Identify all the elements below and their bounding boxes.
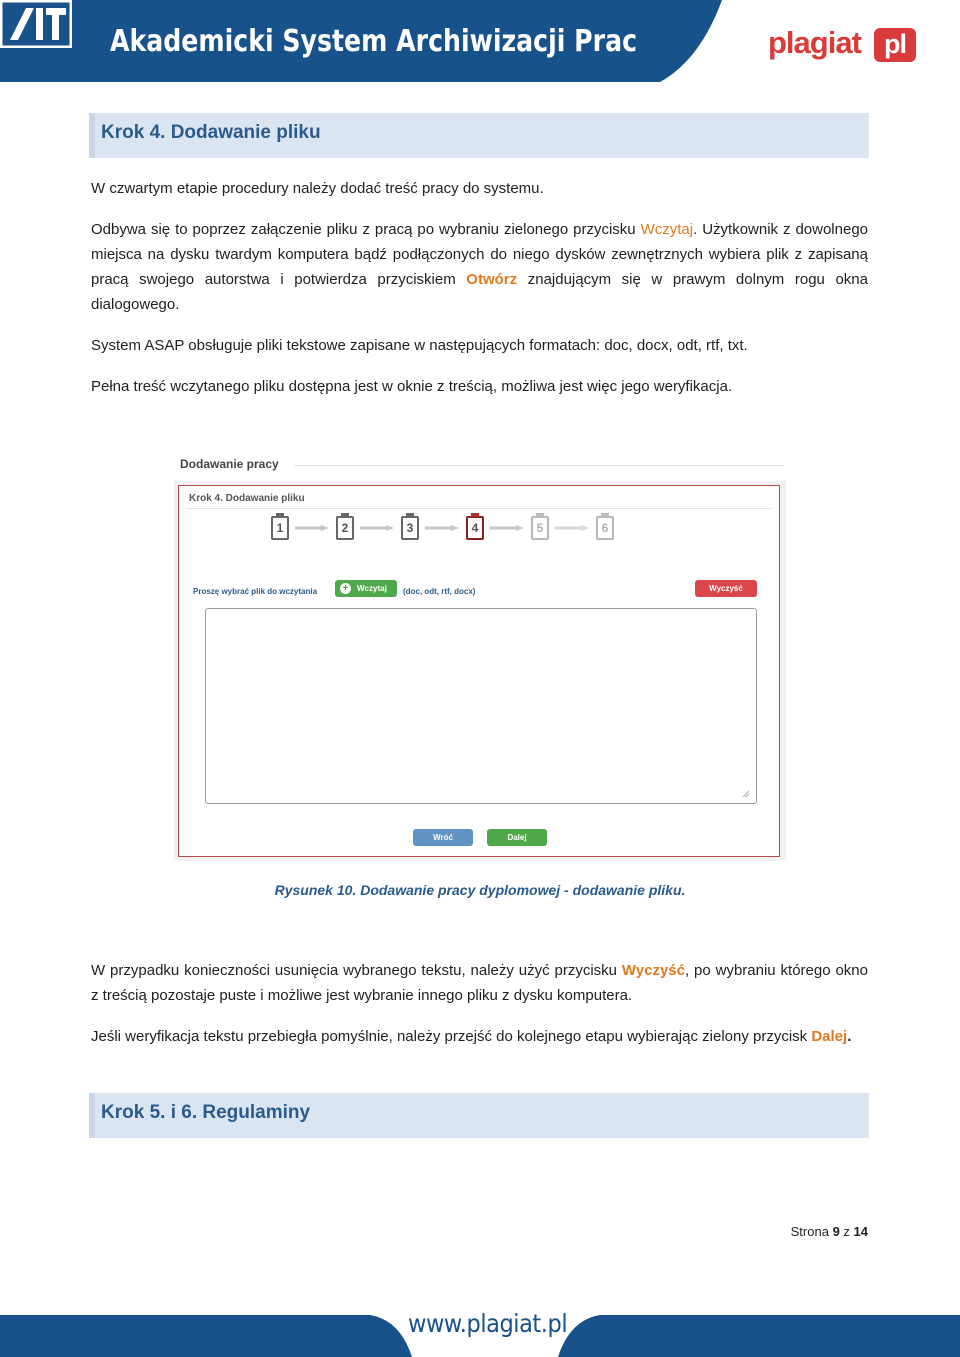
step-3-icon: 3 (401, 516, 419, 540)
step-1-icon: 1 (271, 516, 289, 540)
step-indicator (271, 516, 631, 546)
header-banner (0, 0, 960, 82)
arrow-right-icon (295, 525, 329, 531)
page-prefix: Strona (790, 1224, 833, 1239)
footer-url[interactable]: www.plagiat.pl (408, 1309, 568, 1338)
content-textarea[interactable] (205, 608, 757, 804)
section-title: Krok 5. i 6. Regulaminy (101, 1102, 311, 1123)
figure-window-title: Dodawanie pracy (180, 457, 279, 471)
system-title: Akademicki System Archiwizacji Prac (110, 24, 638, 59)
paragraph-clear-instructions (91, 958, 868, 1008)
text-segment: Jeśli weryfikacja tekstu przebiegła pomyślnie, należy przejść do kolejnego etapu wybierając zielony przycisk (91, 1028, 812, 1045)
page-separator: z (839, 1224, 854, 1239)
figure-frame (174, 481, 786, 861)
page-total: 14 (853, 1224, 868, 1239)
text-segment: znajdującym się w prawym dolnym rogu okna dialogowego. (91, 271, 868, 313)
resize-grip-icon[interactable] (742, 790, 750, 798)
back-button[interactable]: Wróć (413, 829, 473, 846)
text-segment: . (847, 1028, 852, 1045)
figure-step-divider (187, 508, 771, 509)
page-current: 9 (832, 1224, 840, 1239)
paragraph-formats: System ASAP obsługuje pliki tekstowe zapisane w następujących formatach: doc, docx, odt, rtf, txt. (91, 337, 748, 354)
paragraph-verification: Pełna treść wczytanego pliku dostępna jest w oknie z treścią, możliwa jest więc jego weryfikacja. (91, 378, 733, 395)
figure-title-divider (294, 465, 784, 466)
plagiat-logo-badge: pl (874, 28, 916, 62)
section-header-step5-6 (89, 1093, 869, 1138)
text-segment: Odbywa się to poprzez załączenie pliku z pracą po wybraniu zielonego przycisku (91, 221, 641, 238)
step-2-icon: 2 (336, 516, 354, 540)
load-file-button[interactable] (335, 580, 397, 597)
paragraph-next-step (91, 1024, 868, 1049)
otworz-highlight: Otwórz (466, 271, 518, 288)
wyczysc-highlight: Wyczyść (621, 962, 685, 979)
arrow-right-icon (555, 525, 589, 531)
formats-label: (doc, odt, rtf, docx) (403, 587, 476, 596)
figure-step-title: Krok 4. Dodawanie pliku (189, 493, 305, 504)
text-segment: . Użytkownik z dowolnego miejsca na dysku twardym komputera bądź podłączonych do niego dysków zewnętrznych wybiera plik z zapisaną pracą swojego autorstwa i potwierdza przyciskiem (91, 221, 868, 288)
file-prompt-label: Proszę wybrać plik do wczytania (193, 587, 318, 596)
step-4-icon: 4 (466, 516, 484, 540)
arrow-right-icon (360, 525, 394, 531)
page-number (720, 1224, 868, 1239)
section-title: Krok 4. Dodawanie pliku (101, 122, 321, 143)
next-button[interactable]: Dalej (487, 829, 547, 846)
dalej-highlight: Dalej (811, 1028, 848, 1045)
figure-caption: Rysunek 10. Dodawanie pracy dyplomowej - dodawanie pliku. (274, 882, 686, 898)
asap-logo-icon (0, 0, 72, 48)
arrow-right-icon (490, 525, 524, 531)
step-5-icon: 5 (531, 516, 549, 540)
plus-icon: + (340, 583, 351, 594)
section-header-step4 (89, 113, 869, 158)
figure-screenshot (174, 453, 786, 861)
paragraph-upload-instructions (91, 217, 868, 317)
paragraph-intro: W czwartym etapie procedury należy dodać treść pracy do systemu. (91, 180, 544, 197)
arrow-right-icon (425, 525, 459, 531)
text-segment: W przypadku konieczności usunięcia wybranego tekstu, należy użyć przycisku (91, 962, 622, 979)
wczytaj-highlight: Wczytaj (640, 221, 694, 238)
load-file-button-label: Wczytaj (357, 584, 387, 593)
plagiat-logo-text: plagiat (768, 25, 861, 60)
step-6-icon: 6 (596, 516, 614, 540)
clear-button[interactable]: Wyczyść (695, 580, 757, 597)
text-segment: , po wybraniu którego okno z treścią pozostaje puste i możliwe jest wybranie innego pliku z dysku komputera. (91, 962, 868, 1004)
figure-panel (178, 485, 780, 857)
